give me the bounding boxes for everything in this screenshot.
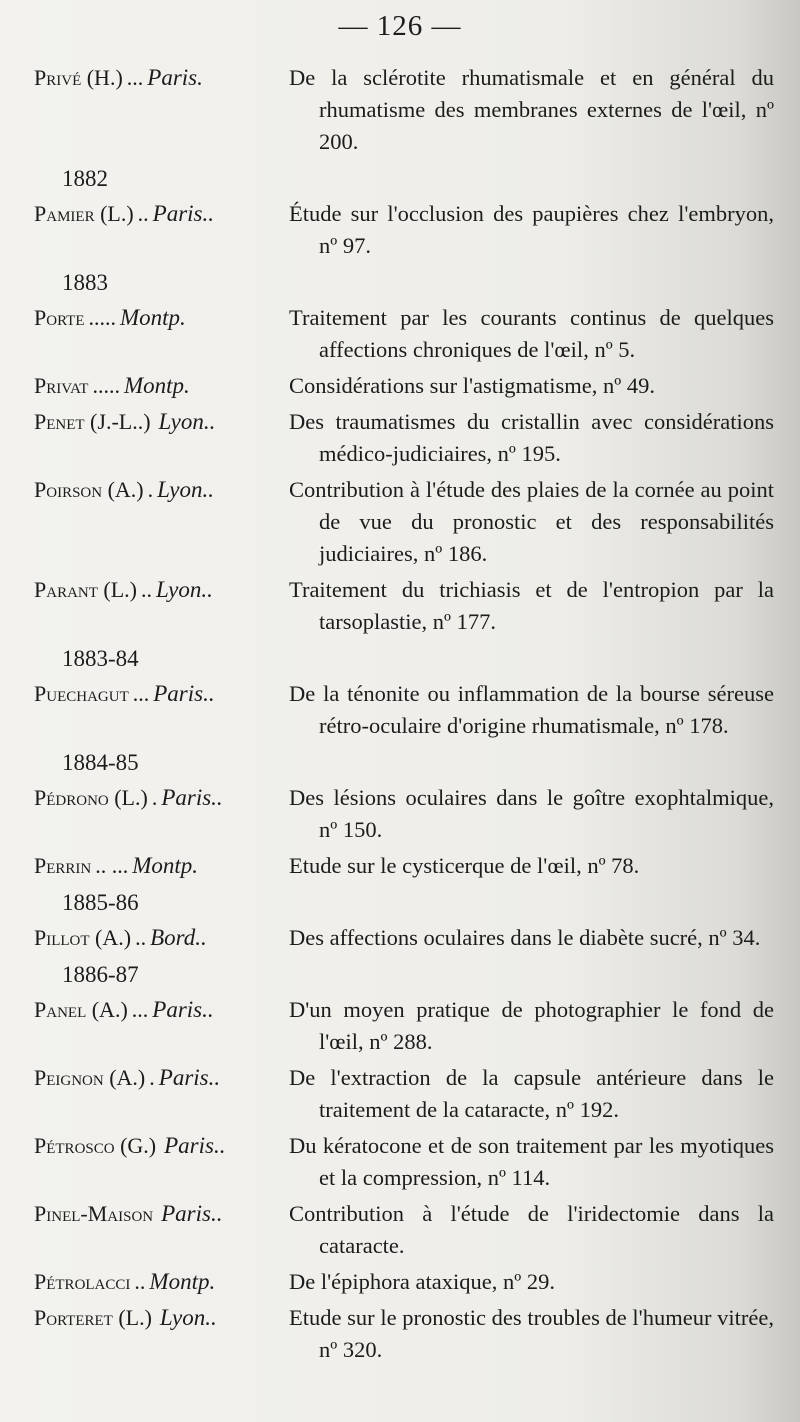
leader-dots: .. xyxy=(134,1269,146,1294)
thesis-title: De la sclérotite rhumatismale et en général du rhumatisme des membranes externes de l'œil, nº 200. xyxy=(289,65,774,154)
faculty-city: Bord.. xyxy=(150,925,207,950)
entry-author-city xyxy=(34,1198,289,1230)
thesis-title: Étude sur l'occlusion des paupières chez l'embryon, nº 97. xyxy=(289,201,774,258)
year-heading: 1883 xyxy=(62,270,108,295)
thesis-title: D'un moyen pratique de photographier le fond de l'œil, nº 288. xyxy=(289,997,774,1054)
author-name: Panel (A.) xyxy=(34,997,128,1022)
faculty-city: Paris.. xyxy=(158,1065,221,1090)
thesis-entry xyxy=(34,678,774,742)
page-number: — 126 — xyxy=(338,10,462,42)
faculty-city: Lyon.. xyxy=(157,477,214,502)
thesis-title: Considérations sur l'astigmatisme, nº 49. xyxy=(289,373,655,398)
author-name: Porteret (L.) xyxy=(34,1305,152,1330)
thesis-title: Contribution à l'étude des plaies de la cornée au point de vue du pronostic et des responsabilités judiciaires, nº 186. xyxy=(289,477,774,566)
thesis-title: Contribution à l'étude de l'iridectomie dans la cataracte. xyxy=(289,1201,774,1258)
thesis-entry xyxy=(34,1130,774,1194)
faculty-city: Montp. xyxy=(132,853,199,878)
leader-dots: .. xyxy=(135,925,147,950)
author-name: Pinel-Maison xyxy=(34,1201,154,1226)
entry-author-city xyxy=(34,198,289,230)
thesis-entry xyxy=(34,1266,774,1298)
leader-dots: ... xyxy=(126,65,144,90)
author-name: Pétrolacci xyxy=(34,1269,131,1294)
thesis-entry xyxy=(34,1062,774,1126)
author-name: Privat xyxy=(34,373,89,398)
thesis-title: Du kératocone et de son traitement par les myotiques et la compression, nº 114. xyxy=(289,1133,774,1190)
thesis-title: De l'extraction de la capsule antérieure dans le traitement de la cataracte, nº 192. xyxy=(289,1065,774,1122)
leader-dots: ..... xyxy=(88,305,116,330)
faculty-city: Paris.. xyxy=(164,1133,226,1158)
thesis-title: Des lésions oculaires dans le goître exophtalmique, nº 150. xyxy=(289,785,774,842)
thesis-title: Etude sur le pronostic des troubles de l'humeur vitrée, nº 320. xyxy=(289,1305,774,1362)
thesis-title: Des affections oculaires dans le diabète sucré, nº 34. xyxy=(289,925,761,950)
thesis-title: Des traumatismes du cristallin avec considérations médico-judiciaires, nº 195. xyxy=(289,409,774,466)
faculty-city: Paris.. xyxy=(153,681,215,706)
faculty-city: Paris.. xyxy=(152,201,215,226)
leader-dots: ..... xyxy=(92,373,120,398)
thesis-title: De l'épiphora ataxique, nº 29. xyxy=(289,1269,555,1294)
entry-author-city xyxy=(34,1302,289,1334)
faculty-city: Lyon.. xyxy=(156,577,213,602)
thesis-title: De la ténonite ou inflammation de la bourse séreuse rétro-oculaire d'origine rhumatismale, nº 178. xyxy=(289,681,774,738)
year-heading: 1882 xyxy=(62,166,108,191)
faculty-city: Paris.. xyxy=(161,1201,223,1226)
entry-author-city xyxy=(34,782,289,814)
entry-author-city xyxy=(34,474,289,506)
thesis-entry xyxy=(34,782,774,846)
leader-dots: . xyxy=(149,1065,155,1090)
thesis-entry xyxy=(34,922,774,954)
leader-dots: .. xyxy=(137,201,149,226)
author-name: Penet (J.-L..) xyxy=(34,409,151,434)
thesis-title: Traitement du trichiasis et de l'entropion par la tarsoplastie, nº 177. xyxy=(289,577,774,634)
entry-author-city xyxy=(34,574,289,606)
author-name: Pillot (A.) xyxy=(34,925,132,950)
faculty-city: Paris.. xyxy=(161,785,223,810)
faculty-city: Lyon.. xyxy=(159,1305,217,1330)
thesis-title: Traitement par les courants continus de quelques affections chroniques de l'œil, nº 5. xyxy=(289,305,774,362)
thesis-entry xyxy=(34,474,774,570)
faculty-city: Montp. xyxy=(123,373,190,398)
year-heading: 1884-85 xyxy=(62,750,139,775)
entry-author-city xyxy=(34,62,289,94)
year-heading: 1883-84 xyxy=(62,646,139,671)
faculty-city: Paris. xyxy=(147,65,203,90)
author-name: Privé (H.) xyxy=(34,65,123,90)
author-name: Porte xyxy=(34,305,85,330)
faculty-city: Lyon.. xyxy=(158,409,216,434)
leader-dots: ... xyxy=(132,681,150,706)
thesis-entry xyxy=(34,198,774,262)
entry-author-city xyxy=(34,1266,289,1298)
year-heading: 1886-87 xyxy=(62,962,139,987)
faculty-city: Montp. xyxy=(149,1269,216,1294)
thesis-entry xyxy=(34,994,774,1058)
leader-dots: .. xyxy=(141,577,152,602)
author-name: Poirson (A.) xyxy=(34,477,144,502)
thesis-title: Etude sur le cysticerque de l'œil, nº 78. xyxy=(289,853,640,878)
leader-dots: .. ... xyxy=(95,853,129,878)
leader-dots: . xyxy=(151,785,158,810)
entry-author-city xyxy=(34,1130,289,1162)
thesis-entry xyxy=(34,62,774,158)
thesis-entry xyxy=(34,1302,774,1366)
entry-author-city xyxy=(34,850,289,882)
faculty-city: Montp. xyxy=(120,305,186,330)
entry-author-city xyxy=(34,922,289,954)
author-name: Parant (L.) xyxy=(34,577,137,602)
faculty-city: Paris.. xyxy=(152,997,214,1022)
thesis-list xyxy=(34,62,774,1370)
author-name: Pédrono (L.) xyxy=(34,785,148,810)
thesis-entry xyxy=(34,1198,774,1262)
leader-dots: . xyxy=(147,477,154,502)
entry-author-city xyxy=(34,678,289,710)
entry-author-city xyxy=(34,994,289,1026)
thesis-entry xyxy=(34,302,774,366)
year-heading: 1885-86 xyxy=(62,890,139,915)
author-name: Pétrosco (G.) xyxy=(34,1133,157,1158)
author-name: Peignon (A.) xyxy=(34,1065,146,1090)
thesis-entry xyxy=(34,406,774,470)
thesis-entry xyxy=(34,574,774,638)
author-name: Perrin xyxy=(34,853,92,878)
entry-author-city xyxy=(34,370,289,402)
thesis-entry xyxy=(34,850,774,882)
leader-dots: ... xyxy=(131,997,149,1022)
author-name: Pamier (L.) xyxy=(34,201,134,226)
entry-author-city xyxy=(34,302,289,334)
entry-author-city xyxy=(34,406,289,438)
entry-author-city xyxy=(34,1062,289,1094)
author-name: Puechagut xyxy=(34,681,129,706)
thesis-entry xyxy=(34,370,774,402)
